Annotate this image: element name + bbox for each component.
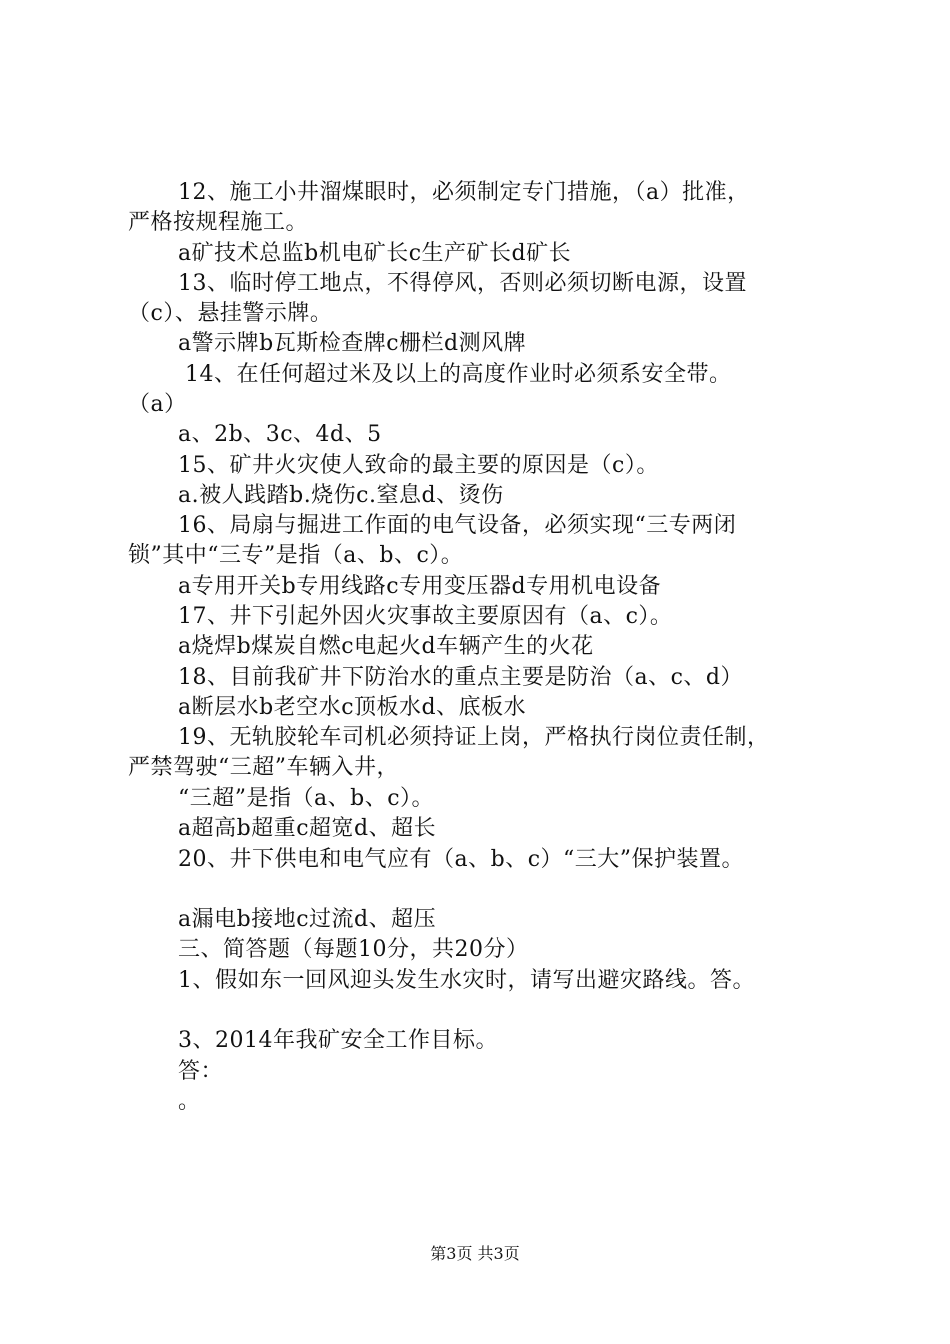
question-13-text: 13、临时停工地点，不得停风，否则必须切断电源，设置 bbox=[178, 271, 747, 296]
page-number-footer: 第3页 共3页 bbox=[430, 1244, 520, 1263]
short-answer-1: 1、假如东一回风迎头发生水灾时，请写出避灾路线。答。 bbox=[178, 968, 755, 993]
short-answer-3: 3、2014年我矿安全工作目标。 bbox=[178, 1028, 498, 1053]
question-14-text: 14、在任何超过米及以上的高度作业时必须系安全带。 bbox=[185, 362, 732, 387]
question-20-text: 20、井下供电和电气应有（a、b、c）“三大”保护装置。 bbox=[178, 847, 745, 872]
answer-label: 答： bbox=[178, 1059, 224, 1084]
question-18-options: a断层水b老空水c顶板水d、底板水 bbox=[178, 695, 527, 720]
question-19-text: 19、无轨胶轮车司机必须持证上岗，严格执行岗位责任制， bbox=[178, 725, 770, 750]
question-19-text-cont2: “三超”是指（a、b、c）。 bbox=[178, 786, 435, 811]
question-18-text: 18、目前我矿井下防治水的重点主要是防治（a、c、d） bbox=[178, 665, 744, 690]
section-heading: 三、简答题（每题10分，共20分） bbox=[178, 937, 529, 962]
question-14-options: a、2b、3c、4d、5 bbox=[178, 422, 382, 447]
question-14-text-cont: （a） bbox=[128, 392, 187, 417]
question-17-options: a烧焊b煤炭自燃c电起火d车辆产生的火花 bbox=[178, 634, 594, 659]
question-17-text: 17、井下引起外因火灾事故主要原因有（a、c）。 bbox=[178, 604, 673, 629]
question-12-text: 12、施工小井溜煤眼时，必须制定专门措施，（a）批准， bbox=[178, 180, 750, 205]
question-12-text-cont: 严格按规程施工。 bbox=[128, 210, 309, 235]
question-19-text-cont: 严禁驾驶“三超”车辆入井， bbox=[128, 755, 399, 780]
question-13-text-cont: （c）、悬挂警示牌。 bbox=[128, 301, 333, 326]
question-16-text: 16、局扇与掘进工作面的电气设备，必须实现“三专两闭 bbox=[178, 513, 737, 538]
question-12-options: a矿技术总监b机电矿长c生产矿长d矿长 bbox=[178, 241, 572, 266]
question-16-text-cont: 锁”其中“三专”是指（a、b、c）。 bbox=[128, 543, 464, 568]
question-15-options: a.被人践踏b.烧伤c.窒息d、烫伤 bbox=[178, 483, 504, 508]
question-19-options: a超高b超重c超宽d、超长 bbox=[178, 816, 437, 841]
question-13-options: a警示牌b瓦斯检查牌c栅栏d测风牌 bbox=[178, 331, 527, 356]
question-15-text: 15、矿井火灾使人致命的最主要的原因是（c）。 bbox=[178, 453, 659, 478]
question-16-options: a专用开关b专用线路c专用变压器d专用机电设备 bbox=[178, 574, 662, 599]
question-20-options: a漏电b接地c过流d、超压 bbox=[178, 907, 437, 932]
answer-period: 。 bbox=[178, 1089, 201, 1114]
